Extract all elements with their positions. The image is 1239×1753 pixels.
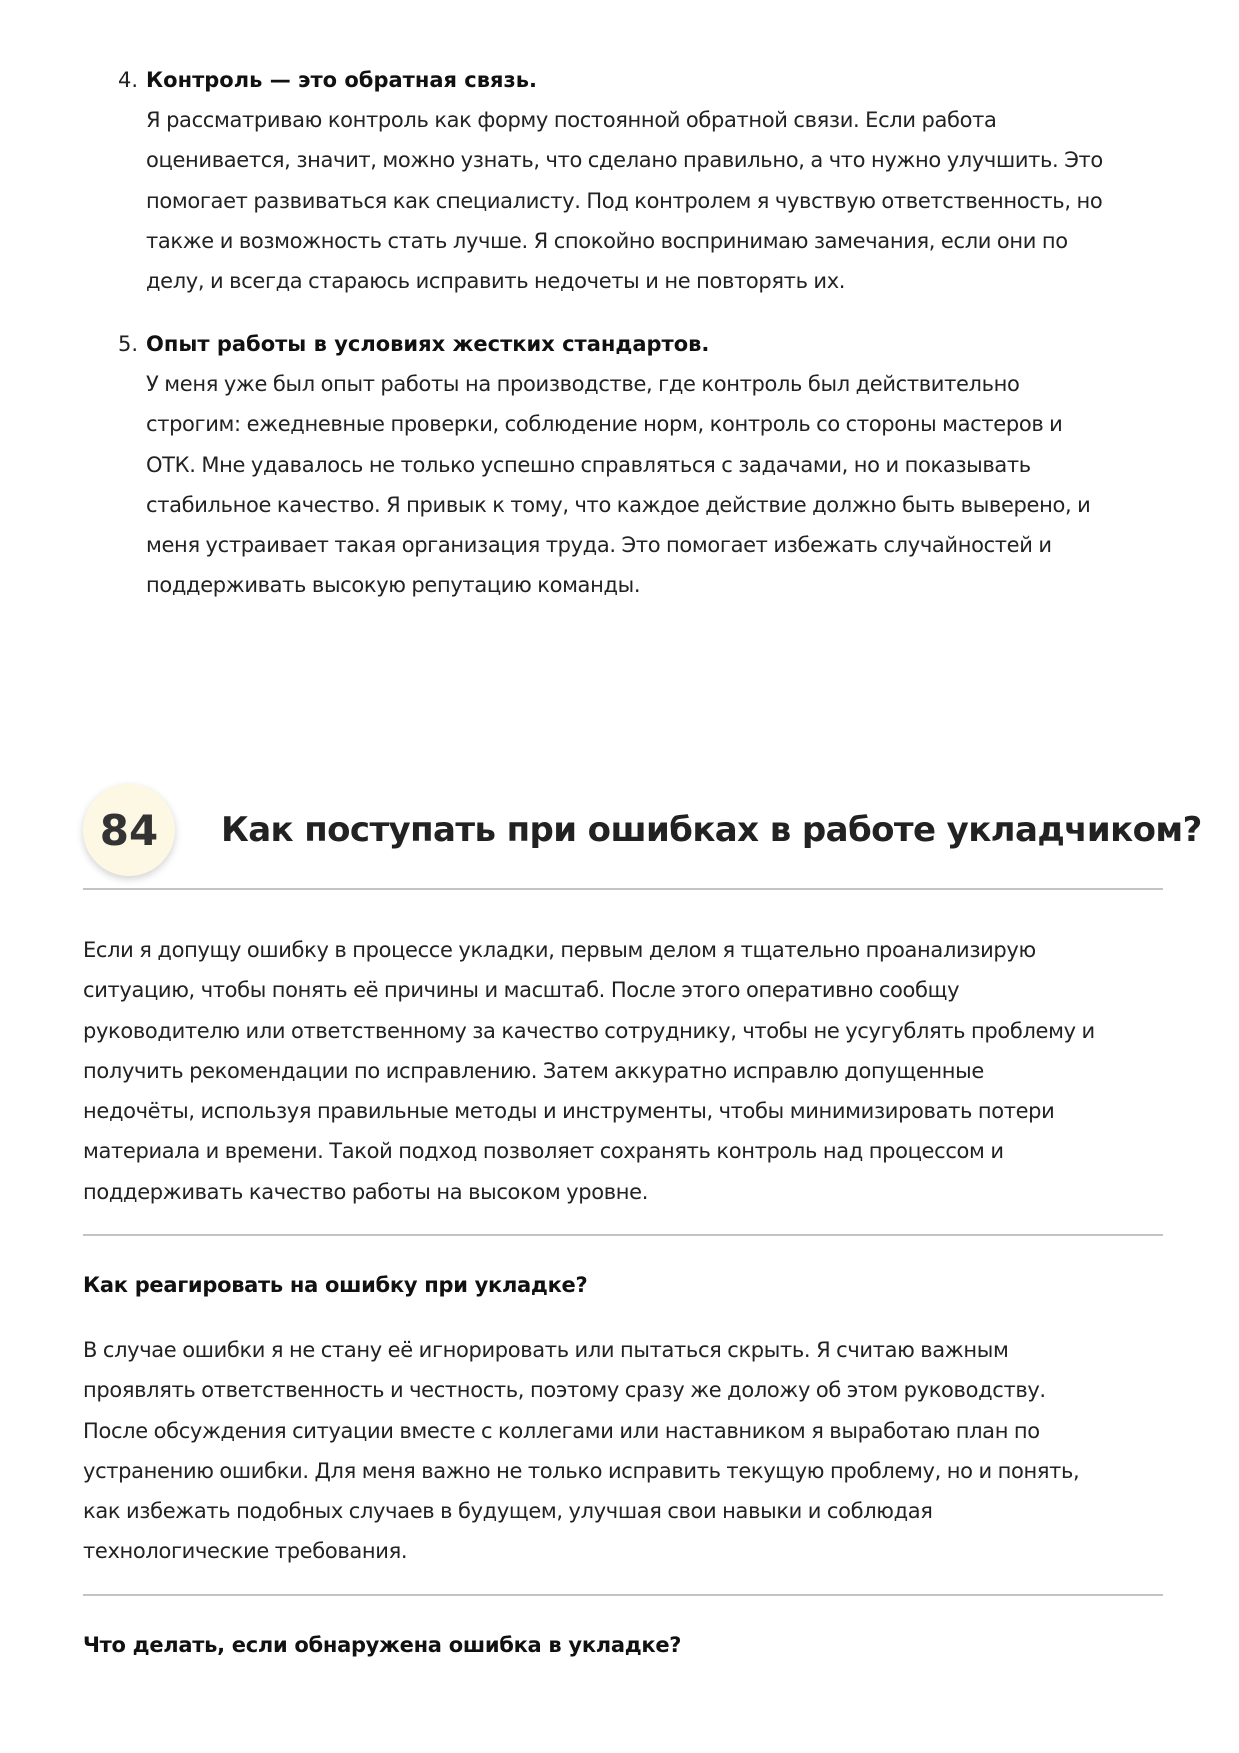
- section-divider: [83, 888, 1163, 890]
- text-line: технологические требования.: [83, 1539, 408, 1564]
- divider: [83, 1594, 1163, 1596]
- text-line: получить рекомендации по исправлению. Затем аккуратно исправлю допущенные: [83, 1058, 984, 1083]
- text-line: также и возможность стать лучше. Я спокойно воспринимаю замечания, если они по: [146, 228, 1068, 253]
- list-item-body: [146, 364, 1163, 606]
- text-line: Если я допущу ошибку в процессе укладки, первым делом я тщательно проанализирую: [83, 938, 1036, 962]
- list-item-body: [146, 100, 1163, 301]
- section-title: Как поступать при ошибках в работе укладчиком?: [221, 810, 1202, 850]
- divider: [83, 1234, 1163, 1236]
- subquestion-heading: Как реагировать на ошибку при укладке?: [83, 1273, 588, 1297]
- subquestion-answer: [83, 1330, 1168, 1572]
- list-item-title: Контроль — это обратная связь.: [146, 68, 537, 92]
- text-line: недочёты, используя правильные методы и инструменты, чтобы минимизировать потери: [83, 1099, 1055, 1124]
- text-line: помогает развиваться как специалисту. Под контролем я чувствую ответственность, но: [146, 188, 1103, 213]
- numbered-list: [83, 324, 1163, 606]
- text-line: руководителю или ответственному за качество сотруднику, чтобы не усугублять проблему и: [83, 1018, 1095, 1043]
- text-line: ситуацию, чтобы понять её причины и масштаб. После этого оперативно сообщу: [83, 978, 960, 1003]
- text-line: меня устраивает такая организация труда. Это помогает избежать случайностей и: [146, 533, 1052, 558]
- answer-paragraph: [83, 930, 1168, 1212]
- text-line: стабильное качество. Я привык к тому, что каждое действие должно быть выверено, и: [146, 492, 1091, 517]
- list-item-5: [83, 324, 1163, 606]
- text-line: как избежать подобных случаев в будущем, улучшая свои навыки и соблюдая: [83, 1499, 933, 1524]
- numbered-list: [83, 60, 1163, 301]
- text-line: ОТК. Мне удавалось не только успешно справляться с задачами, но и показывать: [146, 452, 1031, 477]
- subquestion-heading: Что делать, если обнаружена ошибка в укладке?: [83, 1633, 682, 1657]
- text-line: оценивается, значит, можно узнать, что сделано правильно, а что нужно улучшить. Это: [146, 148, 1103, 173]
- text-line: строгим: ежедневные проверки, соблюдение норм, контроль со стороны мастеров и: [146, 412, 1063, 437]
- list-item-number: 5.: [118, 332, 139, 356]
- text-line: После обсуждения ситуации вместе с коллегами или наставником я выработаю план по: [83, 1418, 1040, 1443]
- text-line: устранению ошибки. Для меня важно не только исправить текущую проблему, но и понять,: [83, 1458, 1080, 1483]
- question-number: 84: [99, 805, 159, 855]
- text-line: проявлять ответственность и честность, поэтому сразу же доложу об этом руководству.: [83, 1378, 1046, 1403]
- text-line: поддерживать качество работы на высоком уровне.: [83, 1179, 649, 1204]
- question-number-badge: [83, 784, 175, 876]
- list-item-number: 4.: [118, 68, 139, 92]
- text-line: делу, и всегда стараюсь исправить недочеты и не повторять их.: [146, 269, 846, 294]
- list-item-title: Опыт работы в условиях жестких стандартов.: [146, 332, 710, 356]
- text-line: поддерживать высокую репутацию команды.: [146, 573, 641, 598]
- text-line: В случае ошибки я не стану её игнорировать или пытаться скрыть. Я считаю важным: [83, 1338, 1009, 1362]
- text-line: У меня уже был опыт работы на производстве, где контроль был действительно: [146, 372, 1020, 396]
- list-item-4: [83, 60, 1163, 301]
- text-line: материала и времени. Такой подход позволяет сохранять контроль над процессом и: [83, 1139, 1004, 1164]
- text-line: Я рассматриваю контроль как форму постоянной обратной связи. Если работа: [146, 108, 997, 132]
